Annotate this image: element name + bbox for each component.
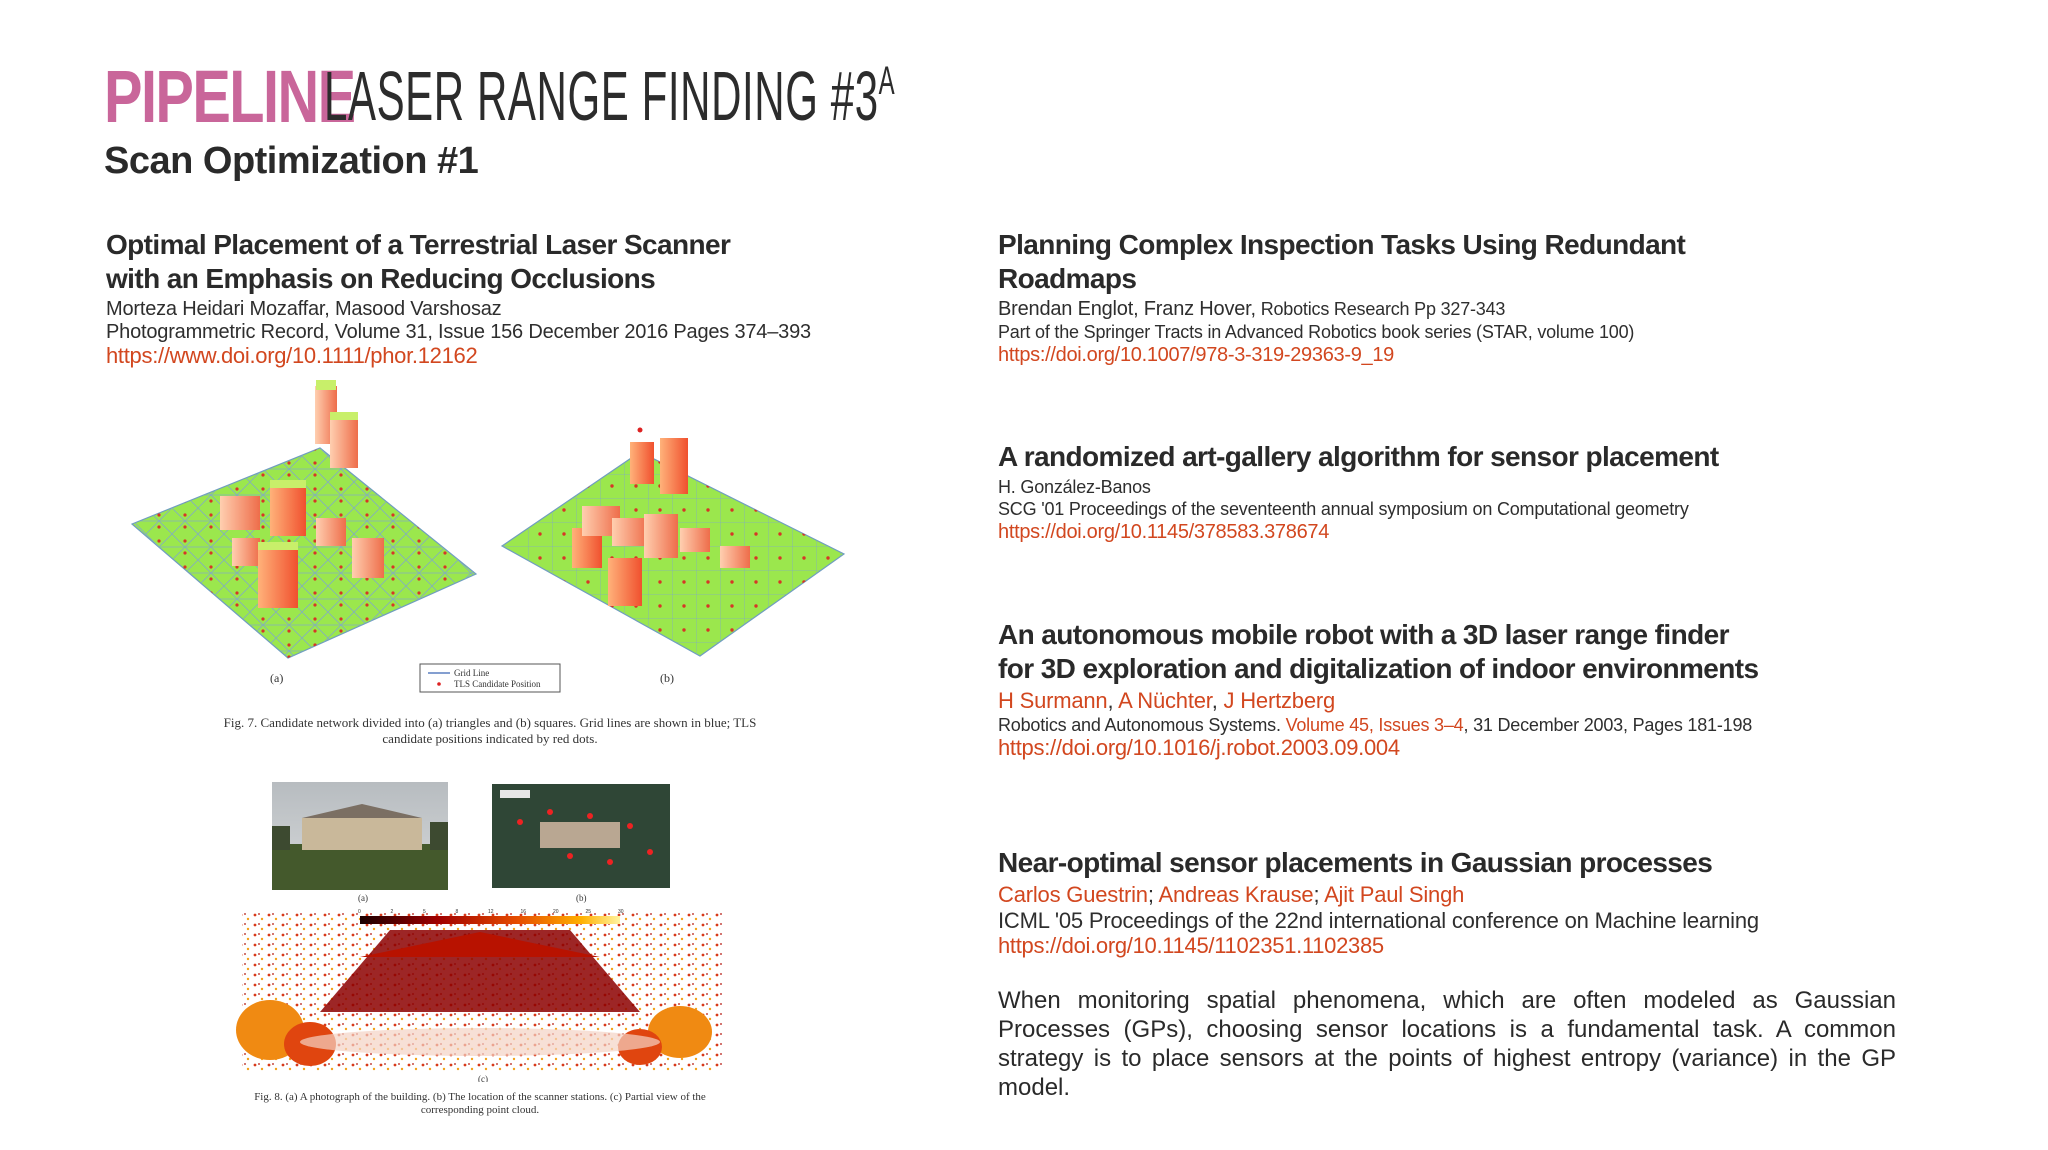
scale-tick-label: 8	[455, 909, 459, 915]
figure8-label-c: (c)	[478, 1074, 488, 1082]
figure8-caption: Fig. 8. (a) A photograph of the building. (b) The location of the scanner stations. (c) Partial view of the corresponding point cloud.	[254, 1091, 706, 1116]
grid-a	[132, 380, 476, 658]
figure7-label-a: (a)	[270, 671, 284, 685]
paper-title: Near-optimal sensor placements in Gaussian processes	[998, 847, 1713, 878]
paper-card-englot	[998, 228, 1918, 367]
paper-title-line2: with an Emphasis on Reducing Occlusions	[106, 263, 656, 294]
paper-title: A randomized art-gallery algorithm for sensor placement	[998, 441, 1719, 472]
figure-8	[210, 782, 750, 1118]
paper-authors: H Surmann, A Nüchter, J Hertzberg	[998, 688, 1336, 713]
paper-journal: Photogrammetric Record, Volume 31, Issue 156 December 2016 Pages 374–393	[106, 321, 811, 343]
paper-authors: Brendan Englot, Franz Hover, Robotics Research Pp 327-343	[998, 298, 1506, 320]
figure7-caption: Fig. 7. Candidate network divided into (a) triangles and (b) squares. Grid lines are shown in blue; TLS candidate positions indicated by red dots.	[223, 715, 757, 746]
paper-abstract: When monitoring spatial phenomena, which are often modeled as Gaussian Processes (GPs), choosing sensor locations is a fundamental task. A common strategy is to place sensors at the points of highest entropy (variance) in the GP model.	[998, 987, 1896, 1101]
paper-doi-link[interactable]: https://doi.org/10.1007/978-3-319-29363-9_19	[998, 344, 1394, 366]
title-pipeline: PIPELINE	[104, 55, 355, 138]
legend-grid-line: Grid Line	[454, 668, 490, 678]
scale-tick-label: 25	[585, 909, 592, 915]
paper-authors: H. González-Banos	[998, 477, 1151, 497]
scale-tick-label: 30	[618, 909, 624, 915]
scale-tick-label: 2	[390, 909, 394, 915]
paper-card-left	[106, 228, 886, 368]
slide-subtitle: Scan Optimization #1	[104, 140, 479, 182]
paper-journal: Robotics and Autonomous Systems. Volume 45, Issues 3–4, 31 December 2003, Pages 181-198	[998, 715, 1753, 735]
scale-tick-label: 0	[358, 909, 361, 915]
paper-title-line2: for 3D exploration and digitalization of indoor environments	[998, 653, 1759, 684]
building-photo	[272, 782, 448, 903]
figure-8-images	[210, 782, 750, 1082]
figure8-label-b: (b)	[576, 893, 587, 903]
paper-title-line2: Roadmaps	[998, 263, 1137, 294]
author-link[interactable]: Andreas Krause	[1158, 882, 1314, 907]
paper-card-surmann	[998, 618, 1938, 760]
legend-tls-position: TLS Candidate Position	[454, 679, 541, 689]
paper-title: Planning Complex Inspection Tasks Using Redundant	[998, 229, 1686, 260]
figure-7	[120, 378, 860, 758]
paper-doi-link[interactable]: https://doi.org/10.1145/378583.378674	[998, 521, 1330, 543]
color-scale-bar	[360, 916, 620, 924]
scale-tick-label: 20	[553, 909, 559, 915]
point-cloud	[236, 909, 722, 1082]
figure8-label-a: (a)	[358, 893, 368, 903]
figure7-label-b: (b)	[660, 671, 674, 685]
author-link[interactable]: A Nüchter	[1118, 688, 1212, 713]
paper-series: Part of the Springer Tracts in Advanced Robotics book series (STAR, volume 100)	[998, 322, 1635, 342]
title-topic: LASER RANGE FINDING $\#3^A$	[324, 57, 896, 135]
paper-doi-link[interactable]: https://doi.org/10.1145/1102351.1102385	[998, 933, 1384, 958]
grid-b	[502, 428, 844, 657]
paper-venue: ICML '05 Proceedings of the 22nd international conference on Machine learning	[998, 908, 1759, 933]
author-link[interactable]: Carlos Guestrin	[998, 882, 1148, 907]
paper-card-gonzalez	[998, 440, 1918, 544]
paper-authors: Carlos Guestrin; Andreas Krause; Ajit Paul Singh	[998, 882, 1465, 907]
scale-tick-label: 16	[520, 909, 527, 915]
paper-authors: Morteza Heidari Mozaffar, Masood Varshosaz	[106, 298, 502, 320]
paper-doi-link[interactable]: https://www.doi.org/10.1111/phor.12162	[106, 343, 478, 368]
paper-title: Optimal Placement of a Terrestrial Laser Scanner	[106, 229, 731, 260]
paper-title: An autonomous mobile robot with a 3D laser range finder	[998, 619, 1729, 650]
slide-title	[104, 54, 896, 138]
volume-link[interactable]: Volume 45, Issues 3–4	[1285, 715, 1464, 735]
paper-card-guestrin	[998, 846, 1938, 958]
author-link[interactable]: J Hertzberg	[1223, 688, 1336, 713]
figure-7-grids	[120, 378, 860, 708]
author-link[interactable]: Ajit Paul Singh	[1324, 882, 1465, 907]
scale-tick-label: 12	[488, 909, 494, 915]
author-link[interactable]: H Surmann	[998, 688, 1108, 713]
scanner-map	[492, 784, 670, 903]
paper-venue: SCG '01 Proceedings of the seventeenth annual symposium on Computational geometry	[998, 499, 1689, 519]
paper-doi-link[interactable]: https://doi.org/10.1016/j.robot.2003.09.004	[998, 735, 1400, 760]
scale-tick-label: 5	[423, 909, 426, 915]
